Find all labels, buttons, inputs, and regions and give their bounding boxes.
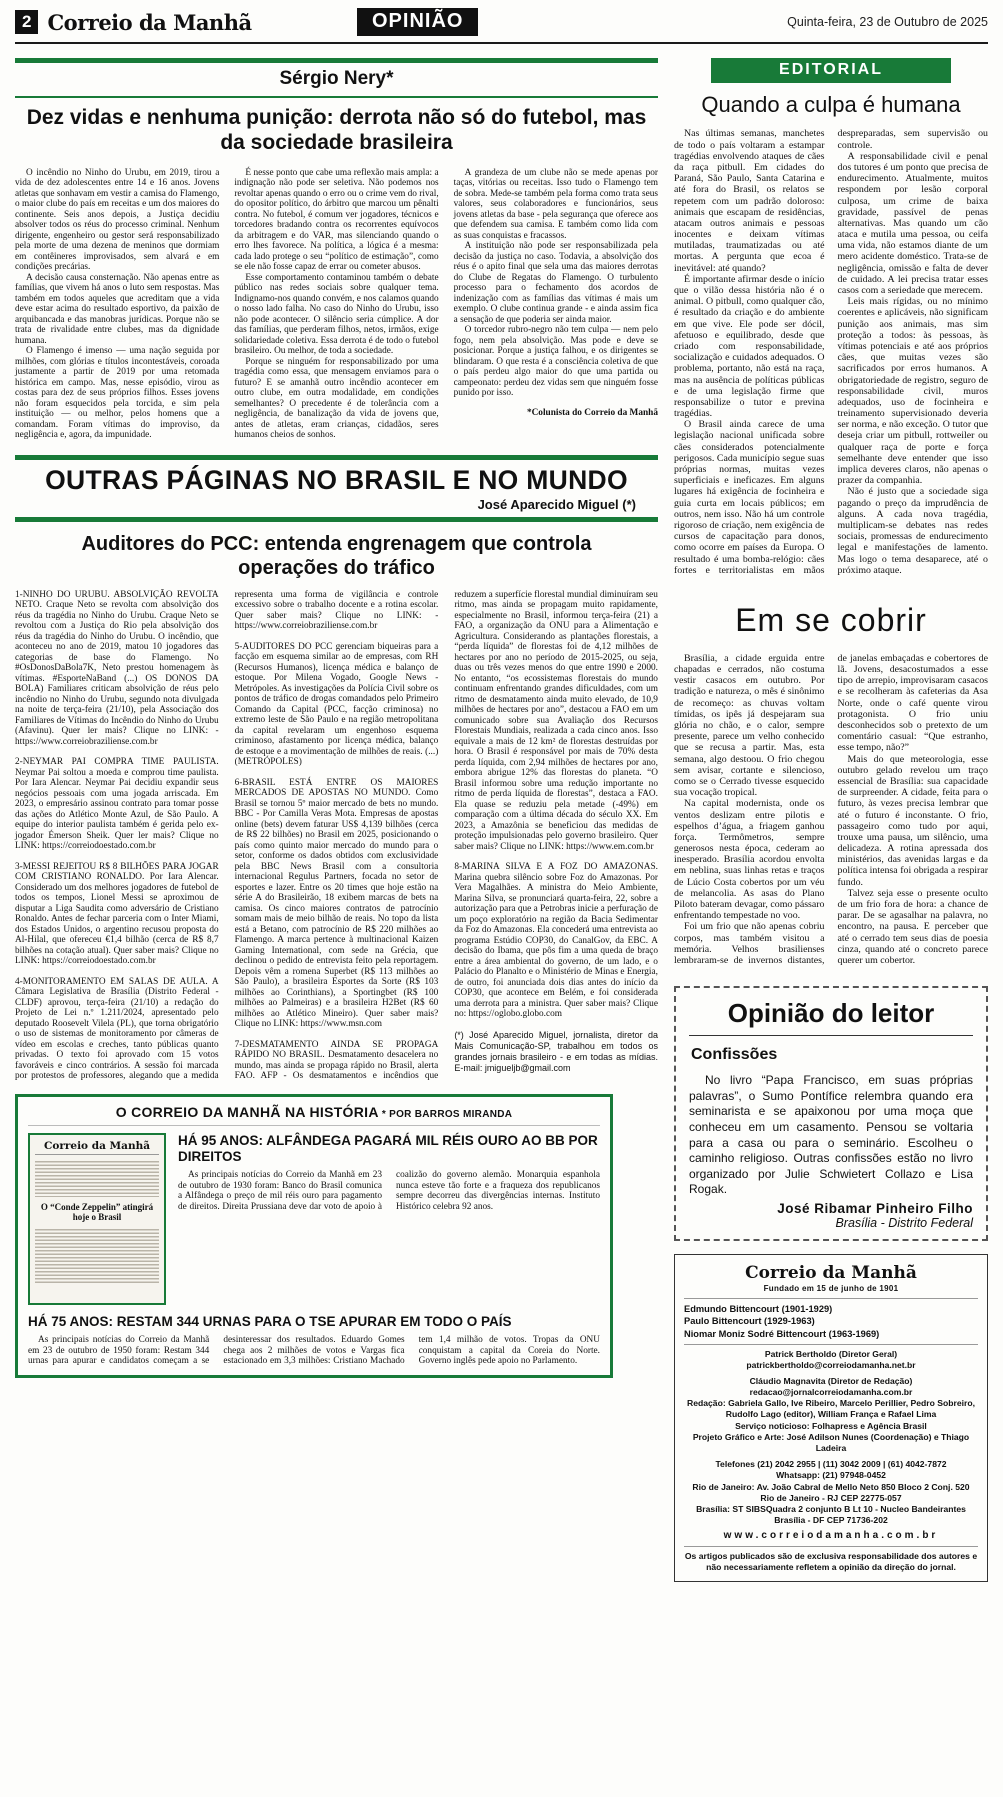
news-item xyxy=(15,757,219,852)
historia-box xyxy=(15,1094,613,1379)
thumbnail-text-lines xyxy=(35,1159,159,1197)
paragraph: As principais notícias do Correio da Manhã em 23 de outubro de 1950 foram: Restam 344 urnas para apurar e candidatos começam a se desinteressar dos resultados. Eduardo Gomes chega aos 2 milhões de votos e Vargas fica estacionado em 3,3 milhões: Cristiano Machado tem 1,4 milhão de votos. Tropas da ONU conquistam a capital da Coreia do Norte. Governo inglês pede apoio no Parlamento. xyxy=(28,1334,600,1367)
thumbnail-headline: O “Conde Zeppelin” atingirá hoje o Brasil xyxy=(40,1201,154,1222)
news-item-lead: 3-MESSI REJEITOU R$ 8 BILHÕES PARA JOGAR COM CRISTIANO RONALDO. xyxy=(15,861,219,883)
news-item xyxy=(15,862,219,967)
historia-title: O CORREIO DA MANHÃ NA HISTÓRIA xyxy=(115,1103,379,1120)
section-title: OUTRAS PÁGINAS NO BRASIL E NO MUNDO xyxy=(45,464,628,495)
nameplate: Correio da Manhã xyxy=(47,9,252,35)
section-subhead: Auditores do PCC: entenda engrenagem que controla operações do tráfico xyxy=(81,532,592,579)
masthead-founded: Fundado em 15 de junho de 1901 xyxy=(684,1284,978,1299)
news-item-lead: 6-BRASIL ESTÁ ENTRE OS MAIORES MERCADOS DE APOSTAS NO MUNDO. xyxy=(234,777,439,799)
columnist-credit: *Colunista do Correio da Manhã xyxy=(526,407,658,418)
paragraph: Mais do que meteorologia, esse outubro gelado revelou um traço essencial de Brasília: sua capacidade de surpreender. A cidade, feita para o futuro, às vezes precisa lembrar que até o futuro é inconstante. O frio, passageiro como tudo por aqui, trouxe uma pausa, um silêncio, uma delicadeza. A rotina apressada dos ministérios, das avenidas largas e da política intensa foi obrigada a respirar fundo. xyxy=(837,753,988,888)
section-footnote: (*) José Aparecido Miguel, jornalista, diretor da Mais Comunicação-SP, trabalhou em todos os grandes jornais brasileiro - e em todas as mídias. E-mail: jmigueljb@gmail.com xyxy=(454,1029,658,1074)
rio-address-line: Rio de Janeiro: Av. João Cabral de Mello Neto 850 Bloco 2 Conj. 520 xyxy=(692,1481,970,1492)
thumbnail-text-lines xyxy=(35,1227,159,1283)
article-body xyxy=(15,168,658,441)
news-item-lead: 8-MARINA SILVA E A FOZ DO AMAZONAS. xyxy=(454,862,658,873)
masthead-box xyxy=(674,1254,988,1582)
phones-line: Telefones (21) 2042 2955 | (11) 3042 2009 | (61) 4042-7872 xyxy=(715,1459,947,1470)
letter-body: No livro “Papa Francisco, em suas próprias palavras”, o Sumo Pontífice relembra quando era seminarista e se apaixonou por uma moça que conheceu em um casamento. Pensou se voltaria para a casa ou para o seminário. Escolheu o caminho religioso. Outras confissões estão no livro organizado por Julie Schwietert Collazo e Lisa Rogak. xyxy=(689,1073,973,1197)
editor-line: Cláudio Magnavita (Diretor de Redação) xyxy=(749,1375,913,1386)
historia-story-headline: HÁ 75 ANOS: RESTAM 344 URNAS PARA O TSE APURAR EM TODO O PAÍS xyxy=(28,1313,512,1329)
news-item-text: Como Brasil se tornou 5º maior mercado de bets no mundo. BBC - Por Camilla Veras Mota. Empresas de apostas online (bets) devem faturar US$ 4,139 bilhões (cerca de R$ 22 bilhões) no Brasil em 2025, posicionando o país como quinto maior mercado do mundo para o setor, conforme os dados obtidos com exclusividade pela BBC News Brasil com a consultoria internacional Regulus Partners, focada no setor de esportes e lazer. Entre os 20 times que hoje estão na série A do Brasileirão, 18 exibem marcas de bets na camisa. Os cinco maiores contratos de patrocínio somam mais de meio bilhão de reais. No topo da lista está a Betano, com patrocínio de R$ 220 milhões ao Flamengo. A marca pertence à multinacional Kaizen Gaming International, com sede na Grécia, que declinou o pedido de entrevista feito pela reportagem. Depois vêm a romena Superbet (R$ 113 milhões ao São Paulo), a brasileira Esportes da Sorte (R$ 103 milhões ao Corinthians), a Sportingbet (R$ 100 milhões ao Palmeiras) e a brasileira H2Bet (R$ 60 milhões ao Atlético Mineiro). Quer saber mais? Clique no LINK: https://www.msn.com xyxy=(234,788,439,1030)
historia-credit: * POR BARROS MIRANDA xyxy=(378,1108,513,1120)
paragraph: A decisão causa consternação. Não apenas entre as famílias, que vivem há anos o luto sem respostas. Mas também em todos aqueles que acreditam que a vida deve estar acima do resultado esportivo, da paixão de arquibancada e das manobras jurídicas. Porque não se trata de rivalidade entre clubes, mas da dignidade humana. xyxy=(15,272,220,346)
article-nery xyxy=(15,58,658,441)
thumbnail-nameplate: Correio da Manhã xyxy=(35,1140,159,1155)
news-items xyxy=(15,590,658,1082)
news-item-text: Neymar Pai soltou a moeda e comprou time paulista. Por Iara Alencar. Neymar Pai decidiu expandir seus negócios pessoais com uma jogada arriscada. Em 2023, o empresário assinou contrato para tomar posse das ações do Atlético Monte Azul, de São Paulo. A equipe do interior paulista também é gerida pelo ex-jogador Émerson Sheik. Quer ler mais? Clique no LINK: https://correiodoestado.com.br xyxy=(15,767,219,852)
paragraph: A instituição não pode ser responsabilizada pela decisão da justiça no caso. Todavia, a absolvição dos réus é o apito final que sela uma das maiores derrotas do Clube de Regatas do Flamengo. O turbulento processo para o fechamento dos acordos de indenização com as famílias das vítimas é mais um exemplo. O clube continua grande - e ainda assim fica a sensação de que poderia ser ainda maior. xyxy=(453,241,658,325)
news-item xyxy=(235,778,439,1030)
news-service-line: Serviço noticioso: Folhapress e Agência Brasil xyxy=(735,1420,927,1431)
paragraph: Porque se ninguém for responsabilizado por uma tragédia como essa, que mensagem enviamos para o futuro? E se amanhã outro incêndio acontecer em outro clube, em outra modalidade, em condições semelhantes? O precedente é de tolerância com a negligência, de banalização da vida de jovens que, antes de atletas, eram crianças, cidadãos, seres humanos cheios de sonhos. xyxy=(234,356,439,441)
news-item-lead: 5-AUDITORES DO PCC xyxy=(234,641,333,652)
news-item xyxy=(15,590,219,748)
article-body xyxy=(674,653,988,966)
editorial-body xyxy=(674,128,988,576)
paragraph: Foi um frio que não apenas cobriu corpos, mas também visitou a memória. Velhos brasilienses lembraram-se de invernos distantes, de janelas embaçadas e cobertores de lã. Jovens, desacostumados a esse tipo de arrepio, improvisaram casacos e se recolheram às cafeterias da Asa Norte, onde o café quente virou protagonista. O frio uniu desconhecidos sob o pretexto de um comentário casual: “Que estranho, esse tempo, não?” xyxy=(674,652,988,966)
news-item-text: Por Iara Alencar. Considerado um dos melhores jogadores de futebol de todos os tempos, Lionel Messi se aproximou de disputar a Liga Saudita como adversário de Cristiano Ronaldo. Antes de fechar parceria com o Inter Miami, dos Estados Unidos, o argentino recusou proposta do Al-Hilal, que ofereceu €1,4 bilhão (cerca de R$ 8,7 bilhões na cotação atual). Quer saber mais? Clique no LINK: https://correiodoestado.com.br xyxy=(15,872,219,967)
divider xyxy=(684,1344,978,1345)
paragraph: O torcedor rubro-negro não tem culpa — nem pelo fogo, nem pela absolvição. Mas pode e deve se posicionar. Porque a justiça falhou, e os dirigentes se blindaram. O que resta é a consciência coletiva de que o país perdeu algo maior do que uma partida ou campeonato: perdeu dez vidas sem que ninguém fosse punido por isso. xyxy=(453,325,658,399)
section-badge: OPINIÃO xyxy=(357,8,478,36)
letter-place: Brasília - Distrito Federal xyxy=(835,1215,973,1230)
news-item xyxy=(454,862,658,1020)
paragraph: O Brasil ainda carece de uma legislação nacional unificada sobre cães considerados potencialmente perigosos. Cada município segue suas próprias normas, muitas vezes superficiais e ineficazes. Em alguns lugares há exigência de focinheira e guia curta em locais públicos; em outros, nem isso. Não há um controle rigoroso de criação, nem exigência de cursos de capacitação para donos, como ocorre em países da Europa. O resultado é uma bomba-relógio: cães fortes e territorialistas em mãos despreparadas, sem supervisão ou controle. xyxy=(674,128,988,576)
paragraph: Nas últimas semanas, manchetes de todo o país voltaram a estampar tragédias envolvendo ataques de cães da raça pitbull. Em cidades do Paraná, São Paulo, Santa Catarina e até fora do Brasil, os relatos se repetem com um padrão doloroso: animais que escapam de residências, atacam outros animais e pessoas inocentes e deixam vítimas mutiladas, traumatizadas ou até mortas. A pergunta que ecoa é inevitável: até quando? xyxy=(674,128,825,274)
masthead-disclaimer: Os artigos publicados são de exclusiva responsabilidade dos autores e não necessariamente refletem a opinião da direção do jornal. xyxy=(684,1546,978,1573)
historia-story-95 xyxy=(178,1133,600,1305)
news-item-lead: 4-MONITORAMENTO EM SALAS DE AULA. xyxy=(15,976,208,987)
news-item-lead: 1-NINHO DO URUBU. ABSOLVIÇÃO REVOLTA NETO. xyxy=(15,589,219,611)
left-column xyxy=(15,58,658,1582)
editorial-headline: Quando a culpa é humana xyxy=(701,92,961,117)
section-byline: José Aparecido Miguel (*) xyxy=(477,496,636,512)
reader-opinion-title: Opinião do leitor xyxy=(689,998,973,1036)
page-header xyxy=(15,8,988,44)
founder-line: Niomar Moniz Sodré Bittencourt (1963-1969) xyxy=(684,1328,880,1339)
paragraph: Talvez seja esse o presente oculto de um frio fora de hora: a chance de parar. De se agasalhar na palavra, no encontro, na pausa. E perceber que até o cerrado tem seus dias de poesia cinza, quando até o concreto parece querer um cobertor. xyxy=(837,887,988,966)
founder-line: Paulo Bittencourt (1929-1963) xyxy=(684,1316,815,1327)
news-item-text: Desmatamento desacelera no mundo, mas ainda se propaga rápido no Brasil, alerta FAO. AFP - Os desmatamentos e incêndios que reduzem a superfície florestal mundial diminuíram seu ritmo, mas ainda se propagam muito rapidamente, especialmente no Brasil, informou terça-feira (21) a FAO, a organização da ONU para a Alimentação e Agricultura. Considerando as plantações florestais, a “perda líquida” de florestas foi de 4,12 milhões de hectares por ano no período de 2015-2025, ou seja, duas ou três vezes menos do que entre 1990 e 2000. No entanto, “os ecossistemas florestais do mundo continuam enfrentando grandes dificuldades, com um ritmo de desmatamento ainda muito elevado, de 10,9 milhões de hectares por ano”, destacou a FAO em um comunicado sobre sua Avaliação dos Recursos Florestais Mundiais, realizada a cada cinco anos. Isso equivale a mais de 12 km² de florestas destruídas por hora. O Brasil é responsável por mais de 70% desta perda líquida, com 2,94 milhões de hectares por ano, embora abrigue 12% das florestas do planeta. “O Brasil informou sobre uma redução importante no ritmo de perda líquida de florestas”, destaca a FAO. Ela quase se reduziu pela metade (-49%) em comparação com a última década do século XX. Em 2023, a Amazônia se beneficiou das medidas de proteção impulsionadas pelo governo brasileiro. Quer saber mais? Clique no LINK: https://www.em.com.br xyxy=(234,589,658,1082)
section-outras-paginas xyxy=(15,455,658,1082)
article-headline: Em se cobrir xyxy=(735,601,927,638)
article-editorial xyxy=(674,58,988,576)
letter-signature: José Ribamar Pinheiro Filho xyxy=(777,1200,973,1216)
paragraph: Leis mais rígidas, ou no mínimo coerentes e aplicáveis, não significam punição aos animais, mas sim proteção a todos: às pessoas, às vítimas potenciais e até aos próprios cães, que muitas vezes são sacrificados por erros humanos. A obrigatoriedade de registro, seguro de responsabilidade civil, muros adequados, uso de focinheira e treinamento supervisionado deveria ser norma, e não exceção. O tutor que deseja criar um pitbull, rottweiler ou qualquer raça de porte e força semelhante deve entender que isso implica deveres claros, não apenas o prazer da companhia. xyxy=(837,296,988,487)
historia-story-headline: HÁ 95 ANOS: ALFÂNDEGA PAGARÁ MIL RÉIS OURO AO BB POR DIREITOS xyxy=(178,1132,598,1164)
paragraph: É nesse ponto que cabe uma reflexão mais ampla: a indignação não pode ser seletiva. Não podemos nos revoltar apenas quando o erro ou o crime vem do rival, do opositor político, do árbitro que marcou um pênalti contra. No futebol, é comum ver jogadores, técnicos e torcedores bradando contra os recorrentes equívocos da arbitragem e do VAR, mas silenciando quando o erro lhes favorece. Na política, a lógica é a mesma: cada lado protege o seu “político de estimação”, como se ele não fosse capaz de errar ou cometer abusos. xyxy=(234,167,439,273)
design-line: Projeto Gráfico e Arte: José Adilson Nunes (Coordenação) e Thiago Ladeira xyxy=(692,1431,970,1453)
paragraph: A responsabilidade civil e penal dos tutores é um ponto que precisa de endurecimento. Atualmente, muitos respondem por lesão corporal culposa, um crime de baixa gravidade, passível de penas alternativas. Mas quando um cão ataca e mutila uma pessoa, ou ceifa uma vida, não estamos diante de um mero acidente doméstico. Trata-se de negligência, omissão e falta de dever de cuidado. A lei precisa tratar esses casos com a seriedade que merecem. xyxy=(837,150,988,297)
news-item-lead: 2-NEYMAR PAI COMPRA TIME PAULISTA. xyxy=(15,757,219,768)
historia-header xyxy=(28,1104,600,1126)
whatsapp-line: Whatsapp: (21) 97948-0452 xyxy=(776,1470,886,1481)
paragraph: Não é justo que a sociedade siga pagando o preço da imprudência de alguns. A cada nova tragédia, multiplicam-se debates nas redes sociais, promessas de endurecimento legal e manifestações de lamento. Mas logo o tema desaparece, até o próximo ataque. xyxy=(837,486,988,576)
page-number-badge: 2 xyxy=(15,10,38,34)
founder-line: Edmundo Bittencourt (1901-1929) xyxy=(684,1304,833,1315)
news-item-text: gerenciam biqueiras para a facção em esquema similar ao de empresas, com RH (Recursos Humanos), licença médica e balanço de estoque. Por Milena Vogado, Google News - Metrópoles. As investigações da Polícia Civil sobre os pontos de tráfico de drogas comandados pelo Primeiro Comando da Capital (PCC, facção criminosa) no extremo leste de São Paulo e na região metropolitana da capital revelaram um engenhoso esquema criminoso, afastamento por licença médica, balanço de estoque e a movimentação de milhões de reais. (...) (METRÓPOLES) xyxy=(234,641,439,768)
masthead-logo: Correio da Manhã xyxy=(745,1262,917,1283)
paragraph: O incêndio no Ninho do Urubu, em 2019, tirou a vida de dez adolescentes entre 14 e 16 anos. Jovens atletas que sonhavam em vestir a camisa do Flamengo, o maior clube do país em receitas e um dos maiores do continente. Seis anos depois, a Justiça decidiu absolver todos os réus do processo criminal. Nenhum dirigente, engenheiro ou gestor será responsabilizado pela morte de uma dezena de meninos que dormiam em contêineres improvisados, sem alvará e em condições precárias. xyxy=(15,167,220,273)
news-item-text: A Câmara Legislativa de Brasília (Distrito Federal - CLDF) aprovou, terça-feira (21/10) a redação do Projeto de Lei n.º 1.211/2024, apresentado pelo deputado Roosevelt Vilela (PL), que torna obrigatório o uso de sistemas de monitoramento por câmeras de vídeo em escolas e creches, tanto públicas quanto privadas. O texto foi aprovado com 15 votos favoráveis e cinco contrários. A sessão foi marcada por protestos de professores, alegando que a medida representa uma forma de vigilância e controle excessivo sobre o trabalho docente e a rotina escolar. Quer saber mais? Clique no LINK: - https://www.correiobraziliense.com.br xyxy=(15,589,439,1082)
author-byline: Sérgio Nery* xyxy=(279,68,394,89)
paragraph: A grandeza de um clube não se mede apenas por taças, vitórias ou receitas. Isso tudo o Flamengo tem de sobra. Mede-se também pela forma como trata seus valores, seus colaboradores e funcionários, seus jovens atletas da base - pela segurança que oferece aos que defendem sua camisa. E também como lida com as suas conquistas e fracassos. xyxy=(453,167,658,241)
article-headline: Dez vidas e nenhuma punição: derrota não só do futebol, mas da sociedade brasileira xyxy=(26,106,647,154)
news-item xyxy=(235,642,439,768)
archive-front-page-thumbnail xyxy=(28,1133,166,1305)
paragraph: As principais notícias do Correio da Manhã em 23 de outubro de 1930 foram: Banco do Brasil comunica a Alfândega o preço de mil réis ouro para pagamento de direitos. Direita Prussiana deve dar voto de apoio à coalizão do governo alemão. Monarquia espanhola nunca esteve tão forte e a fraqueza dos republicanos sempre decorreu das divergências internas. Instituto Histórico celebra 92 anos. xyxy=(178,1169,600,1213)
reader-opinion-box xyxy=(674,986,988,1241)
editorial-badge: EDITORIAL xyxy=(711,58,951,83)
bsb-address-line: Brasília: ST SIBSQuadra 2 conjunto B Lt 10 - Nucleo Bandeirantes xyxy=(696,1503,966,1514)
director-email: patrickbertholdo@correiodamanha.net.br xyxy=(746,1359,916,1370)
page-body xyxy=(15,58,988,1582)
paragraph: O Flamengo é imenso — uma nação seguida por milhões, com glórias e títulos incontestáveis, coroada justamente a partir de 2019 por uma retomada histórica em campo. Mas, nesse episódio, virou as costas para dez de seus próprios filhos. Esses jovens não foram esquecidos pela torcida, e sim pela instituição — ou melhor, pelos homens que a comandam. Foram vítimas do improviso, da negligência e, agora, da impunidade. xyxy=(15,346,220,441)
staff-line: Redação: Gabriela Gallo, Ive Ribeiro, Marcelo Perillier, Pedro Sobreiro, Rudolfo Lago (editor), William França e Rafael Lima xyxy=(687,1398,975,1420)
news-item-text: Marina quebra silêncio sobre Foz do Amazonas. Por Vera Magalhães. A ministra do Meio Ambiente, Marina Silva, se pronunciará quarta-feira, 22, sobre a autorização para que a Petrobras inicie a perfuração de um poço exploratório na região da Bacia Sedimentar da Foz do Amazonas. Ela concederá uma entrevista ao programa Estúdio COP30, do CanalGov, da EBC. A decisão do Ibama, que pôs fim a uma queda de braço entre a área ambiental do governo, de um lado, e o Palácio do Planalto e o Ministério de Minas e Energia, de outro, foi anunciada dois dias antes do início da COP30, que acontece em Belém, e foi considerada uma derrota para a ministra. Quer saber mais? Clique no: https://oglobo.globo.com xyxy=(454,872,658,1020)
historia-story-75 xyxy=(28,1314,600,1368)
paragraph: Brasília, a cidade erguida entre chapadas e cerrados, não costuma vestir casacos em outubro. Por tradição e natureza, o mês é sinônimo de recomeço: as chuvas voltam tímidas, os ipês já despejaram sua glória no chão, e o calor, sempre presente, parece um velho conhecido que se recusa a partir. Mas, esta semana, algo destoou. O frio chegou sem avisar, cortante e silencioso, como se o Cerrado tivesse esquecido sua vocação tropical. xyxy=(674,652,825,799)
editor-email: redacao@jornalcorreiodamanha.com.br xyxy=(749,1387,913,1398)
director-line: Patrick Bertholdo (Diretor Geral) xyxy=(764,1348,898,1359)
right-column xyxy=(674,58,988,1582)
news-item-text: Craque Neto se revolta com absolvição dos réus da tragédia no Ninho do Urubu. Craque Neto se revoltou com a Justiça do Rio pela absolvição dos réus da tragédia do Ninho do Urubu. O incêndio, que aconteceu no ano de 2019, matou 10 jogadores das categorias de base do Flamengo. No #OsDonosDaBola7K, Neto prestou homenagem às vítimas. #EsporteNaBand (...) OS DONOS DA BOLA) Familiares criticam absolvição de réus pelo incêndio no Ninho do Urubu, segundo nota divulgada na noite de terça-feira (21/10), pela Associação dos Familiares de Vítimas do Incêndio do Ninho do Urubu (Afavinu). Quer ler mais? Clique no LINK: - https://www.correiobraziliense.com.br xyxy=(15,600,219,747)
masthead-founders xyxy=(684,1303,978,1339)
rio-address-line: Rio de Janeiro - RJ CEP 22775-057 xyxy=(760,1492,902,1503)
news-item-lead: 7-DESMATAMENTO AINDA SE PROPAGA RÁPIDO NO BRASIL. xyxy=(234,1039,439,1061)
article-em-se-cobrir xyxy=(674,576,988,966)
bsb-address-line: Brasília - DF CEP 71736-202 xyxy=(774,1515,888,1526)
paragraph: É importante afirmar desde o início que o vilão dessa história não é o animal. O pitbull, como qualquer cão, é resultado da criação e do ambiente em que vive. Ele pode ser dócil, afetuoso e equilibrado, desde que criado com responsabilidade, socialização e cuidados adequados. O problema, portanto, não está na raça, mas na ausência de políticas públicas e de uma legislação firme que responsabilize o tutor e previna tragédias. xyxy=(674,273,825,420)
letter-title: Confissões xyxy=(691,1046,778,1064)
paragraph: Na capital modernista, onde os ventos deslizam entre pilotis e espelhos d’água, a friagem ganhou força. Termômetros, sempre generosos nesta época, cederam ao inesperado. Brasília acordou envolta em neblina, suas linhas retas e traços de Lúcio Costa cobertos por um véu de melancolia. As asas do Plano Piloto bateram devagar, como pássaro enfrentando tempestade no voo. xyxy=(674,798,825,922)
paragraph: Esse comportamento contaminou também o debate público nas redes sociais sobre qualquer tema. Indignamo-nos quando convém, e nos calamos quando o nosso lado falha. No caso do Ninho do Urubu, isso não pode acontecer. O silêncio seria cúmplice. A dor das famílias, que perderam filhos, netos, irmãos, exige solidariedade coletiva. Essa derrota é de todo o futebol brasileiro. Ou melhor, de toda a sociedade. xyxy=(234,272,439,357)
website-link[interactable]: www.correiodamanha.com.br xyxy=(723,1530,939,1542)
edition-date: Quinta-feira, 23 de Outubro de 2025 xyxy=(787,15,988,29)
